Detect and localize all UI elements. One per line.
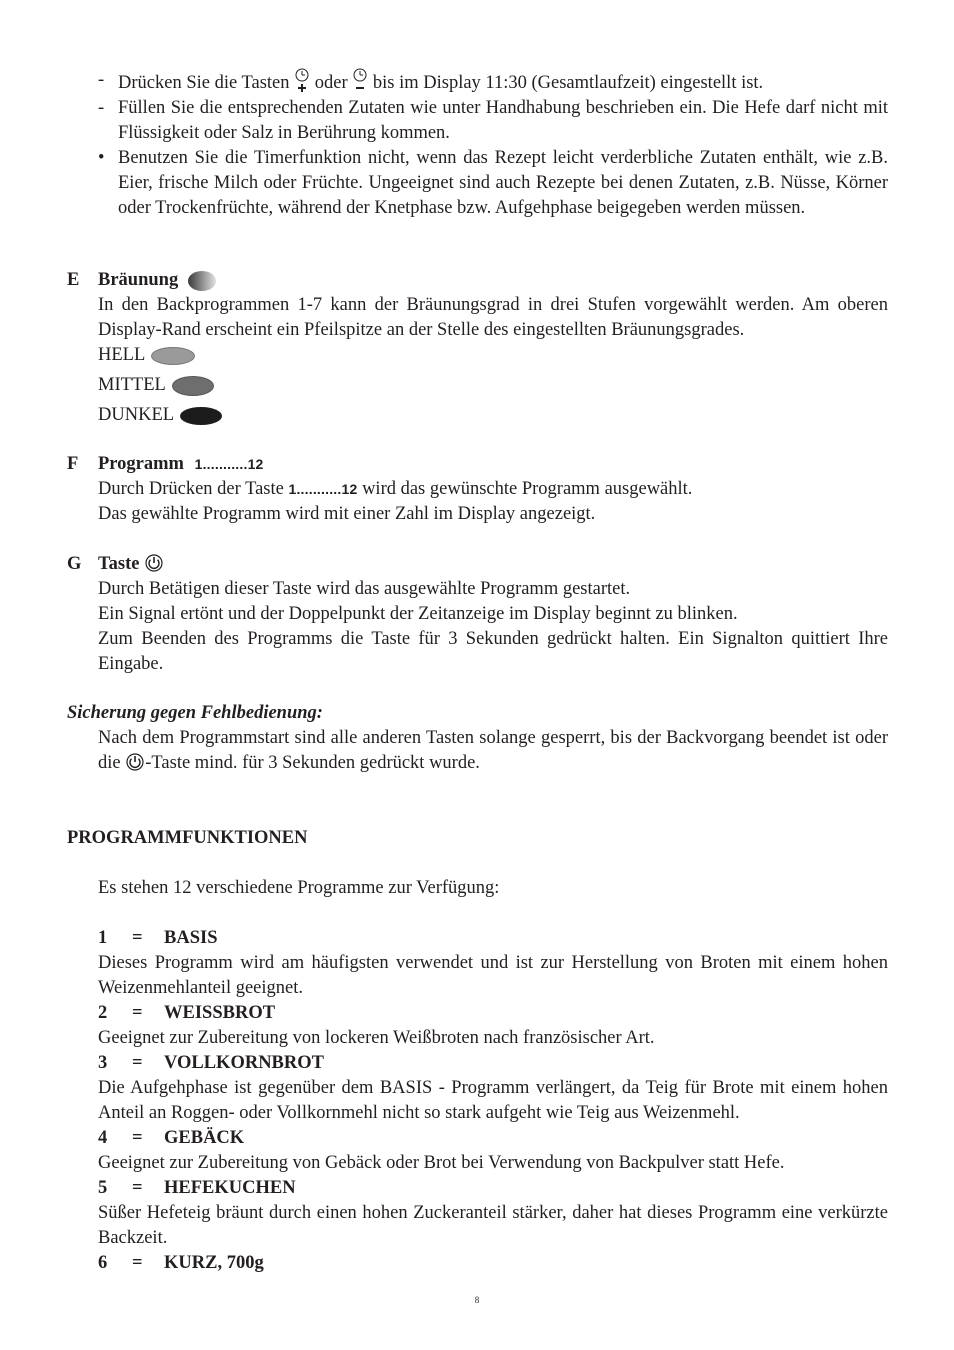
list-text: oder [314, 73, 348, 93]
bullet-marker: • [98, 148, 105, 168]
programmfunktionen-heading: PROGRAMMFUNKTIONEN [67, 828, 308, 848]
section-f [98, 452, 888, 527]
program-list [98, 926, 888, 1276]
inline-text: -Taste mind. für 3 Sekunden gedrückt wurde. [145, 753, 480, 773]
list-item [98, 146, 888, 221]
program-description: Geeignet zur Zubereitung von lockeren Weißbroten nach französischer Art. [98, 1028, 655, 1048]
browning-level-mittel [98, 373, 888, 403]
section-letter-g: G [67, 554, 82, 574]
inline-text: Durch Drücken der Taste [98, 479, 284, 499]
power-icon [125, 752, 145, 772]
section-g-heading [98, 552, 888, 577]
program-heading [98, 1126, 888, 1151]
program-number: 2 [98, 1003, 108, 1023]
program-name: GEBÄCK [164, 1128, 245, 1148]
section-f-heading [98, 452, 888, 477]
program-description: Die Aufgehphase ist gegenüber dem BASIS - Programm verlängert, da Teig für Brote mit einem hohen Anteil an Roggen- oder Vollkornmehl nicht so stark aufgeht wie Teig aus Weizenmehl. [98, 1078, 888, 1123]
equals-sign: = [132, 1178, 143, 1198]
equals-sign: = [132, 1128, 143, 1148]
sicherung-text [98, 726, 888, 776]
section-f-text2: Das gewählte Programm wird mit einer Zahl im Display angezeigt. [98, 504, 596, 524]
section-g-line: Durch Betätigen dieser Taste wird das ausgewählte Programm gestartet. [98, 579, 631, 599]
section-e-text: In den Backprogrammen 1-7 kann der Bräunungsgrad in drei Stufen vorgewählt werden. Am oberen Display-Rand erscheint ein Pfeilspitze an der Stelle des eingestellten Bräunungsgrades. [98, 295, 888, 340]
program-heading [98, 926, 888, 951]
section-e [98, 268, 888, 428]
program-description: Dieses Programm wird am häufigsten verwendet und ist zur Herstellung von Broten mit einem hohen Weizenmehlanteil geeignet. [98, 953, 888, 998]
equals-sign: = [132, 1253, 143, 1273]
program-heading [98, 1001, 888, 1026]
program-key-label: 1...........12 [288, 481, 358, 497]
section-g [98, 552, 888, 677]
inline-text: wird das gewünschte Programm ausgewählt. [362, 479, 693, 499]
light-oval-icon [151, 347, 195, 365]
section-e-heading [98, 268, 888, 293]
program-description: Geeignet zur Zubereitung von Gebäck oder Brot bei Verwendung von Backpulver statt Hefe. [98, 1153, 785, 1173]
section-letter-e: E [67, 270, 80, 290]
programmfunktionen-intro: Es stehen 12 verschiedene Programme zur Verfügung: [98, 878, 500, 898]
program-item [98, 1251, 888, 1276]
program-number: 1 [98, 928, 108, 948]
list-text: Benutzen Sie die Timerfunktion nicht, wenn das Rezept leicht verderbliche Zutaten enthält, wie z.B. Eier, frische Milch oder Früchte. Ungeeignet sind auch Rezepte bei denen Zutaten, z.B. Nüsse, Körner oder Trockenfrüchte, während der Knetphase bzw. Aufgehphase beigegeben werden müssen. [118, 148, 888, 218]
program-item [98, 1176, 888, 1251]
timer-plus-icon [294, 68, 310, 94]
section-g-title: Taste [98, 554, 140, 574]
equals-sign: = [132, 1053, 143, 1073]
program-name: HEFEKUCHEN [164, 1178, 296, 1198]
section-e-title: Bräunung [98, 270, 179, 290]
level-label: DUNKEL [98, 405, 175, 425]
section-f-text1 [98, 477, 888, 502]
program-number: 4 [98, 1128, 108, 1148]
list-text: bis im Display 11:30 (Gesamtlaufzeit) eingestellt ist. [372, 73, 764, 93]
program-item [98, 1051, 888, 1126]
page-number: 8 [474, 1295, 480, 1305]
browning-level-hell [98, 343, 888, 373]
inline-text: Nach dem Programmstart sind alle anderen Tasten solange gesperrt, bis der Backvorgang beendet ist oder die [98, 728, 888, 773]
program-heading [98, 1176, 888, 1201]
program-name: KURZ, 700g [164, 1253, 264, 1273]
program-key-label: 1...........12 [194, 456, 264, 472]
program-name: WEISSBROT [164, 1003, 276, 1023]
program-name: VOLLKORNBROT [164, 1053, 324, 1073]
intro-list [98, 68, 888, 221]
list-item [98, 96, 888, 146]
medium-oval-icon [172, 376, 214, 396]
equals-sign: = [132, 1003, 143, 1023]
section-letter-f: F [67, 454, 79, 474]
browning-icon [187, 270, 217, 292]
browning-level-dunkel [98, 403, 888, 428]
program-heading [98, 1051, 888, 1076]
section-g-line: Ein Signal ertönt und der Doppelpunkt der Zeitanzeige im Display beginnt zu blinken. [98, 604, 738, 624]
program-number: 5 [98, 1178, 108, 1198]
sicherung-heading: Sicherung gegen Fehlbedienung: [67, 703, 323, 723]
program-item [98, 1126, 888, 1176]
program-heading [98, 1251, 888, 1276]
list-text: Füllen Sie die entsprechenden Zutaten wie unter Handhabung beschrieben ein. Die Hefe darf nicht mit Flüssigkeit oder Salz in Berührung kommen. [118, 98, 888, 143]
list-item [98, 68, 888, 96]
list-text: Drücken Sie die Tasten [118, 73, 290, 93]
program-item [98, 926, 888, 1001]
level-label: HELL [98, 345, 146, 365]
program-item [98, 1001, 888, 1051]
program-description: Süßer Hefeteig bräunt durch einen hohen Zuckeranteil stärker, daher hat dieses Programm eine verkürzte Backzeit. [98, 1203, 888, 1248]
program-name: BASIS [164, 928, 218, 948]
power-icon [144, 553, 164, 573]
level-label: MITTEL [98, 375, 166, 395]
dash-marker: - [98, 70, 105, 90]
equals-sign: = [132, 928, 143, 948]
section-f-title: Programm [98, 454, 184, 474]
section-g-line: Zum Beenden des Programms die Taste für 3 Sekunden gedrückt halten. Ein Signalton quittiert Ihre Eingabe. [98, 629, 888, 674]
dark-oval-icon [180, 407, 222, 425]
dash-marker: - [98, 98, 105, 118]
program-number: 3 [98, 1053, 108, 1073]
program-number: 6 [98, 1253, 108, 1273]
timer-minus-icon [352, 68, 368, 94]
